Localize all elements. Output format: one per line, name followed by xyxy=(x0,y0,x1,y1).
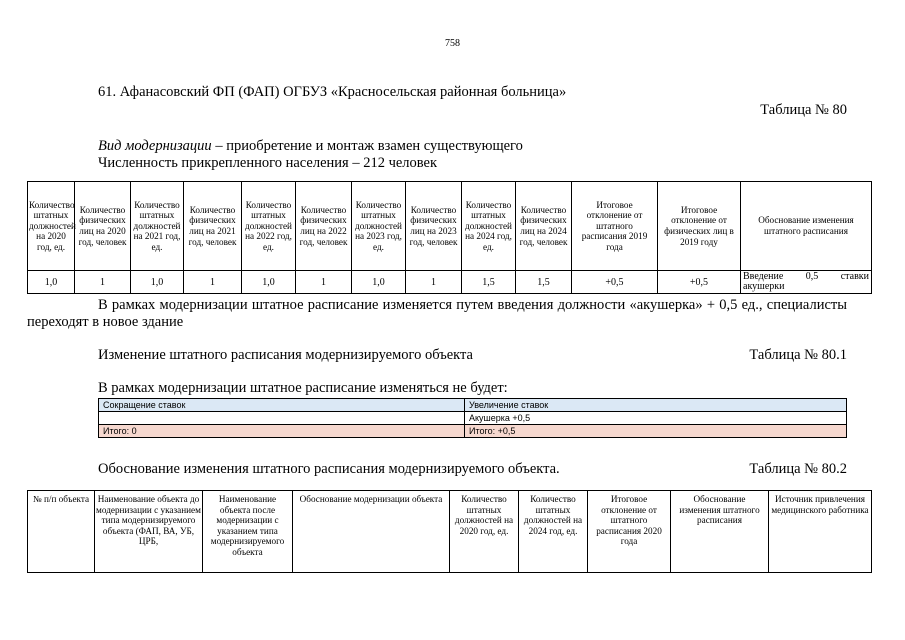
modernization-paragraph: В рамках модернизации штатное расписание изменяется путем введения должности «акушерка» + 0,5 ед., специалисты переходят в новое здание xyxy=(27,297,847,330)
justification-table-80-2 xyxy=(27,490,872,573)
table-cell: +0,5 xyxy=(572,271,658,294)
table-80-2-label: Таблица № 80.2 xyxy=(749,461,847,477)
column-header: Обоснование модернизации объекта xyxy=(293,491,450,573)
column-header: Количество штатных должностей на 2024 год, ед. xyxy=(519,491,588,573)
reduction-value xyxy=(99,412,465,425)
modernization-type-label: Вид модернизации xyxy=(98,138,212,154)
rate-changes-table xyxy=(98,398,847,438)
column-header: Количество физических лиц на 2020 год, человек xyxy=(75,182,131,271)
column-header: Количество штатных должностей на 2024 год, ед. xyxy=(462,182,516,271)
justification-line-1: Введение 0,5 ставки xyxy=(743,270,869,282)
column-header: Количество физических лиц на 2023 год, человек xyxy=(406,182,462,271)
population-line: Численность прикрепленного населения – 212 человек xyxy=(98,155,438,171)
column-header: Количество штатных должностей на 2020 год, ед. xyxy=(450,491,519,573)
column-header: Обоснование изменения штатного расписания xyxy=(671,491,769,573)
table-cell: +0,5 xyxy=(658,271,741,294)
modernization-type xyxy=(98,138,523,155)
reduction-header: Сокращение ставок xyxy=(99,399,465,412)
table-row xyxy=(28,271,872,294)
column-header: Наименование объекта до модернизации с указанием типа модернизируемого объекта (ФАП, ВА, УБ, ЦРБ, xyxy=(95,491,203,573)
table-cell: 1,0 xyxy=(28,271,75,294)
table-80-label: Таблица № 80 xyxy=(760,102,847,118)
table-cell: 1,0 xyxy=(352,271,406,294)
facility-heading: 61. Афанасовский ФП (ФАП) ОГБУЗ «Красносельская районная больница» xyxy=(98,84,567,100)
totals-row xyxy=(99,425,847,438)
column-header: Количество штатных должностей на 2022 год, ед. xyxy=(242,182,296,271)
column-header: Итоговое отклонение от штатного расписания 2019 года xyxy=(572,182,658,271)
table-header-row xyxy=(28,182,872,271)
reduction-total: Итого: 0 xyxy=(99,425,465,438)
table-header-row xyxy=(99,399,847,412)
column-header: Обоснование изменения штатного расписания xyxy=(741,182,872,271)
increase-value: Акушерка +0,5 xyxy=(465,412,847,425)
column-header: Количество физических лиц на 2021 год, человек xyxy=(184,182,242,271)
table-cell: 1 xyxy=(184,271,242,294)
column-header: Наименование объекта после модернизации с указанием типа модернизируемого объекта xyxy=(203,491,293,573)
table-cell: 1 xyxy=(296,271,352,294)
table-cell: 1,0 xyxy=(131,271,184,294)
column-header: № п/п объекта xyxy=(28,491,95,573)
no-change-paragraph: В рамках модернизации штатное расписание изменяться не будет: xyxy=(98,380,508,396)
modernization-type-text: – приобретение и монтаж взамен существующего xyxy=(211,138,523,154)
increase-header: Увеличение ставок xyxy=(465,399,847,412)
justification-line-2: акушерки xyxy=(743,281,785,292)
table-cell: 1 xyxy=(75,271,131,294)
table-cell: 1,5 xyxy=(462,271,516,294)
column-header: Источник привлечения медицинского работника xyxy=(769,491,872,573)
column-header: Количество физических лиц на 2022 год, человек xyxy=(296,182,352,271)
table-cell: 1 xyxy=(406,271,462,294)
staffing-table-80 xyxy=(27,181,872,294)
table-cell: 1,0 xyxy=(242,271,296,294)
justification-cell xyxy=(741,271,872,294)
section-title-justification: Обоснование изменения штатного расписания модернизируемого объекта. xyxy=(98,461,560,477)
table-80-1-label: Таблица № 80.1 xyxy=(749,347,847,363)
table-header-row xyxy=(28,491,872,573)
section-title-staffing-change: Изменение штатного расписания модернизируемого объекта xyxy=(98,347,473,363)
column-header: Количество штатных должностей на 2023 год, ед. xyxy=(352,182,406,271)
table-cell: 1,5 xyxy=(516,271,572,294)
column-header: Количество штатных должностей на 2021 год, ед. xyxy=(131,182,184,271)
column-header: Количество физических лиц на 2024 год, человек xyxy=(516,182,572,271)
column-header: Количество штатных должностей на 2020 год, ед. xyxy=(28,182,75,271)
table-row xyxy=(99,412,847,425)
page-number: 758 xyxy=(445,38,460,49)
increase-total: Итого: +0,5 xyxy=(465,425,847,438)
column-header: Итоговое отклонение от штатного расписания 2020 года xyxy=(588,491,671,573)
column-header: Итоговое отклонение от физических лиц в 2019 году xyxy=(658,182,741,271)
